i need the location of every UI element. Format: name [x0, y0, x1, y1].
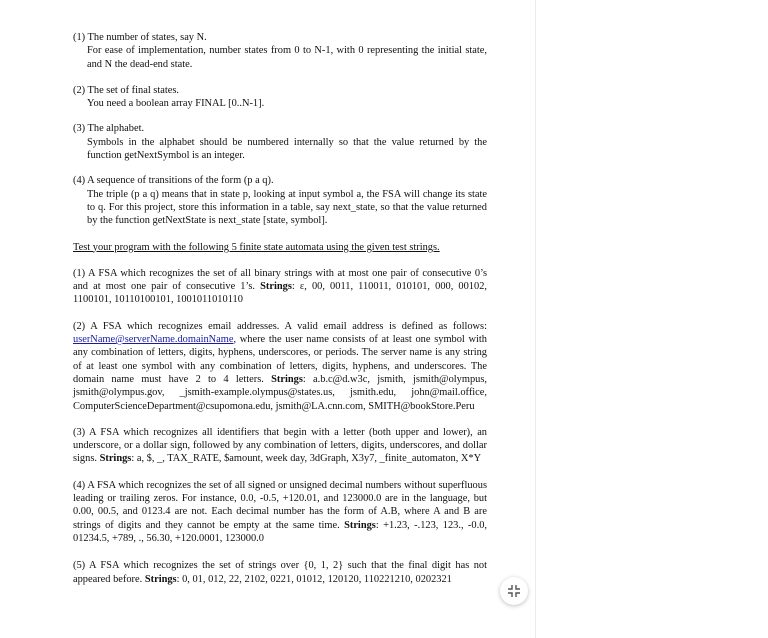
- section-heading: (4) A sequence of transitions of the form (p a q).: [73, 175, 274, 187]
- section-heading: (2) The set of final states.: [73, 84, 179, 96]
- section-alphabet: [73, 122, 487, 162]
- fsa-1: [73, 267, 487, 307]
- strings-label: Strings: [99, 453, 132, 465]
- test-strings: : a.b.c@d.w3c, jsmith, jsmith@olympus, jsmith@olympus.gov, _jsmith-example.olympus@states.us, jsmith.edu, john@mail.office, ComputerScienceDepartment@csupomona.edu, jsmith@LA.cnn.com, SMITH@bookStore.Peru: [73, 373, 487, 412]
- section-body: You need a boolean array FINAL [0..N-1].: [87, 98, 265, 110]
- section-body: Symbols in the alphabet should be numbered internally so that the value returned by the function getNextSymbol is an integer.: [87, 136, 487, 162]
- section-states: [73, 31, 487, 71]
- fsa-2: [73, 320, 487, 413]
- fsa-3: [73, 426, 487, 466]
- strings-label: Strings: [144, 573, 177, 585]
- section-final-states: [73, 84, 487, 111]
- email-format-link[interactable]: userName@serverName.domainName: [73, 334, 234, 346]
- expand-icon: [507, 584, 521, 598]
- strings-label: Strings: [271, 373, 303, 385]
- test-heading: Test your program with the following 5 finite state automata using the given test strings.: [73, 241, 440, 253]
- fsa-description: (4) A FSA which recognizes the set of all signed or unsigned decimal numbers without superfluous leading or trailing zeros. For instance, 0.0, -0.5, +120.01, and 123000.0 are in the language, but 0.00, 00.5, and 0123.4 are not. Each decimal number has the form of A.B, where A and B are strings of digits and they cannot be empty at the same time.: [73, 479, 487, 531]
- strings-label: Strings: [344, 519, 376, 531]
- test-strings: : +1.23, -.123, 123., -0.0, 01234.5, +789, ., 56.30, +120.0001, 123000.0: [73, 519, 487, 544]
- section-body: For ease of implementation, number states from 0 to N-1, with 0 representing the initial state, and N the dead-end state.: [87, 45, 487, 70]
- section-transitions: [73, 174, 487, 227]
- expand-button[interactable]: [500, 577, 528, 605]
- fsa-description: (5) A FSA which recognizes the set of strings over {0, 1, 2} such that the final digit has not appeared before.: [73, 560, 487, 585]
- fsa-description: (2) A FSA which recognizes email addresses. A valid email address is defined as follows:: [73, 320, 487, 332]
- document-content: [73, 31, 487, 586]
- fsa-4: [73, 479, 487, 545]
- section-heading: (3) The alphabet.: [73, 123, 145, 135]
- strings-label: Strings: [260, 281, 292, 293]
- section-heading: (1) The number of states, say N.: [73, 32, 207, 43]
- fsa-description: (3) A FSA which recognizes all identifiers that begin with a letter (both upper and lower), an underscore, or a dollar sign, followed by any combination of letters, digits, underscores, and dollar signs.: [73, 426, 487, 465]
- fsa-description-cont: , where the user name consists of at least one symbol with any combination of letters, digits, hyphens, underscores, or periods. The server name is any string of at least one symbol with any combination of letters, digits, hyphens, and underscores. The domain name must have 2 to 4 letters.: [73, 334, 487, 385]
- page-divider: [535, 0, 536, 638]
- test-strings: : ε, 00, 0011, 110011, 010101, 000, 00102, 1100101, 10110100101, 1001011010110: [73, 281, 487, 306]
- fsa-5: [73, 559, 487, 586]
- section-body: The triple (p a q) means that in state p, looking at input symbol a, the FSA will change its state to q. For this project, store this information in a table, say next_state, so that the value returned by the function getNextState is next_state [state, symbol].: [87, 188, 487, 227]
- fsa-description: (1) A FSA which recognizes the set of all binary strings with at most one pair of consecutive 0’s and at most one pair of consecutive 1’s.: [73, 267, 487, 293]
- test-strings: : a, $, _, TAX_RATE, $amount, week day, 3dGraph, X3y7, _finite_automaton, X*Y: [131, 453, 482, 465]
- test-strings: : 0, 01, 012, 22, 2102, 0221, 01012, 120120, 110221210, 0202321: [176, 573, 452, 585]
